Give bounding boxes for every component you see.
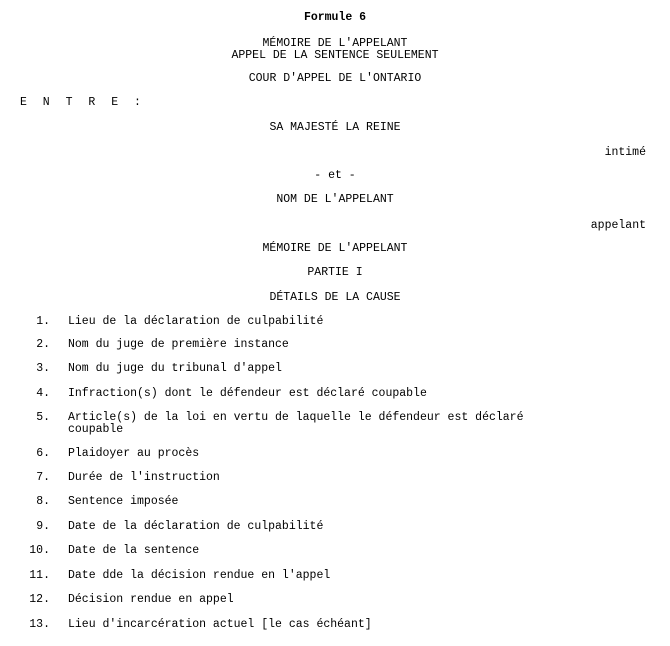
- item-number: 3.: [36, 362, 50, 375]
- appellant-role: appelant: [590, 219, 646, 232]
- item-number: 6.: [36, 447, 50, 460]
- item-number: 8.: [36, 495, 50, 508]
- item-number: 9.: [36, 520, 50, 533]
- item-text: Lieu d'incarcération actuel [le cas échéant]: [68, 618, 372, 631]
- and-separator: - et -: [314, 169, 356, 182]
- form-title: Formule 6: [303, 11, 367, 24]
- item-number: 13.: [29, 618, 50, 631]
- item-text: Lieu de la déclaration de culpabilité: [68, 315, 324, 328]
- item-number: 11.: [29, 569, 50, 582]
- item-text: Article(s) de la loi en vertu de laquelle le défendeur est déclaré coupable: [68, 411, 524, 436]
- appellant-name: NOM DE L'APPELANT: [276, 193, 394, 206]
- item-text: Nom du juge de première instance: [68, 338, 289, 351]
- respondent-name: SA MAJESTÉ LA REINE: [269, 121, 401, 134]
- item-number: 2.: [36, 338, 50, 351]
- item-number: 7.: [36, 471, 50, 484]
- item-text: Infraction(s) dont le défendeur est déclaré coupable: [68, 387, 427, 400]
- item-number: 5.: [36, 411, 50, 424]
- respondent-role: intimé: [604, 146, 646, 159]
- item-text: Date de la déclaration de culpabilité: [68, 520, 324, 533]
- memoire-heading: MÉMOIRE DE L'APPELANT: [262, 242, 408, 255]
- item-text: Date de la sentence: [68, 544, 200, 557]
- appeal-subtitle: APPEL DE LA SENTENCE SEULEMENT: [231, 49, 439, 62]
- item-text: Décision rendue en appel: [68, 593, 234, 606]
- item-number: 10.: [29, 544, 50, 557]
- part-heading: PARTIE I: [307, 266, 363, 279]
- memoire-title: MÉMOIRE DE L'APPELANT: [262, 37, 408, 50]
- court-name: COUR D'APPEL DE L'ONTARIO: [248, 72, 422, 85]
- item-number: 4.: [36, 387, 50, 400]
- item-text: Date dde la décision rendue en l'appel: [68, 569, 331, 582]
- item-text: Nom du juge du tribunal d'appel: [68, 362, 282, 375]
- item-text: Sentence imposée: [68, 495, 179, 508]
- item-number: 1.: [36, 315, 50, 328]
- between-label: E N T R E :: [20, 96, 146, 109]
- item-text: Durée de l'instruction: [68, 471, 220, 484]
- item-text: Plaidoyer au procès: [68, 447, 200, 460]
- details-heading: DÉTAILS DE LA CAUSE: [269, 291, 401, 304]
- item-number: 12.: [29, 593, 50, 606]
